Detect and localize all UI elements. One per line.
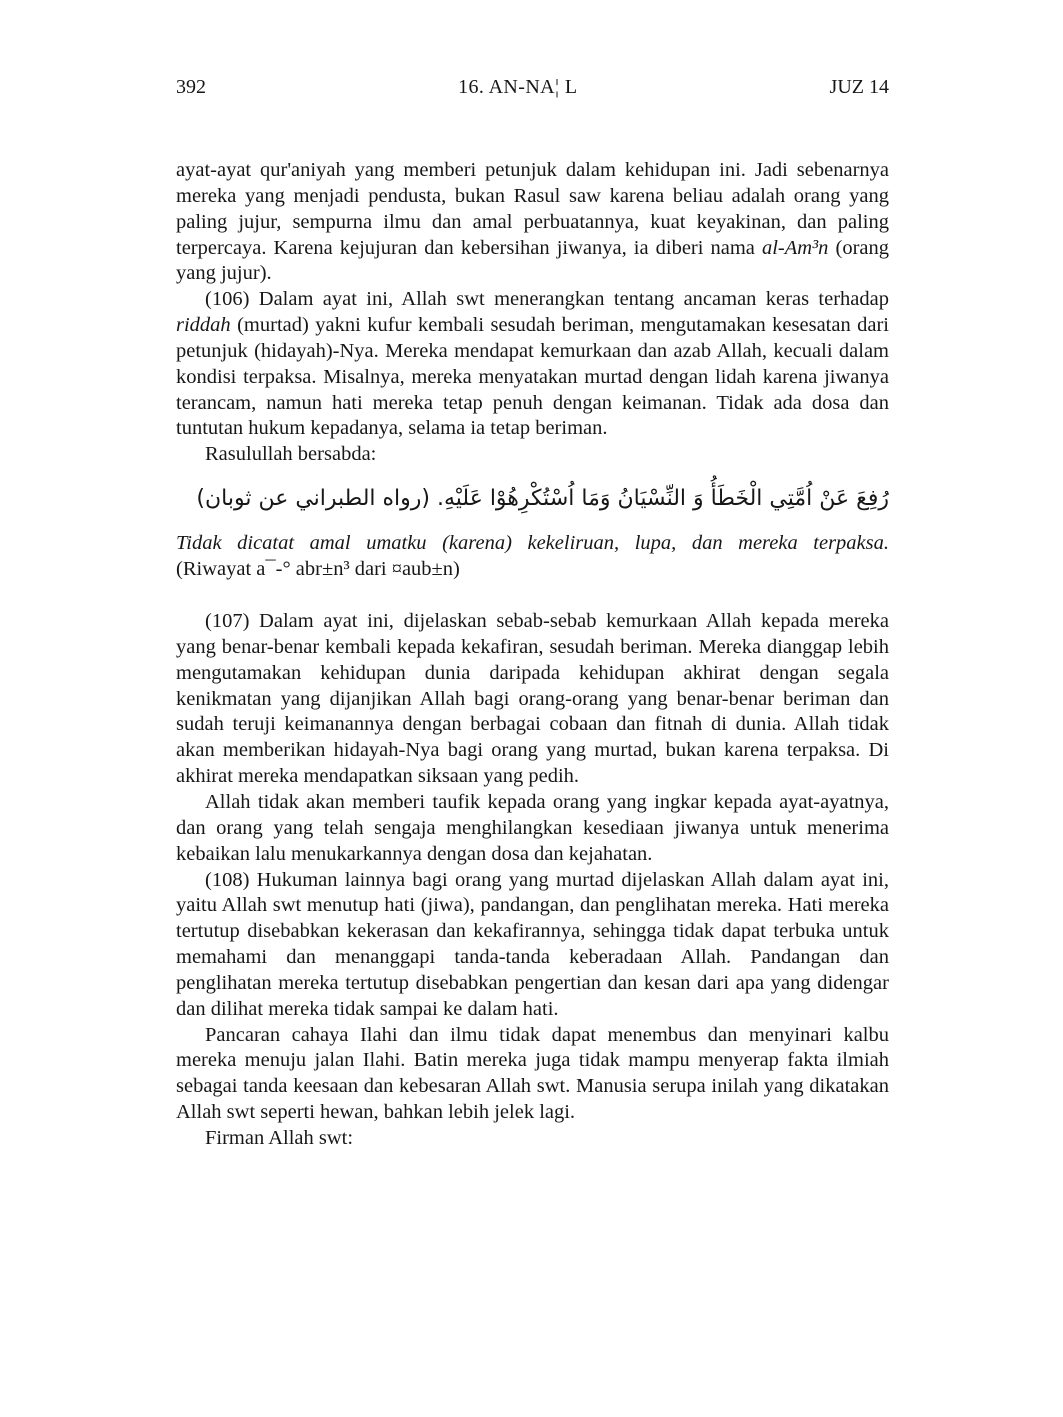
juz-label: JUZ 14 [829,76,889,98]
hadith-intro: Rasulullah bersabda: [205,443,377,466]
hadith-source: (Riwayat a¯-° abr±n³ dari ¤aub±n) [176,558,460,581]
paragraph-intro [176,158,889,287]
paragraph-firman: Firman Allah swt: [205,1126,354,1149]
page-number: 392 [176,76,206,98]
paragraph-106 [176,287,889,442]
paragraph-taufik: Allah tidak akan memberi taufik kepada orang yang ingkar kepada ayat-ayatnya, dan orang yang telah sengaja menghilangkan kesediaan jiwanya untuk menerima kebaikan lalu menukarkannya dengan dosa dan kejahatan. [176,791,889,865]
paragraph-text: (106) Dalam ayat ini, Allah swt menerangkan tentang ancaman keras terhadap [205,288,889,311]
paragraph-107: (107) Dalam ayat ini, dijelaskan sebab-sebab kemurkaan Allah kepada mereka yang benar-benar kembali kepada kekafiran, sesudah beriman. Mereka dianggap lebih mengutamakan kehidupan dunia daripada kehidupan akhirat dengan segala kenikmatan yang dijanjikan Allah bagi orang-orang yang benar-benar beriman dan sudah teruji keimanannya dengan berbagai cobaan dan fitnah di dunia. Allah tidak akan memberikan hidayah-Nya bagi orang yang murtad, bukan karena terpaksa. Di akhirat mereka mendapatkan siksaan yang pedih. [176,610,889,788]
paragraph-text: (murtad) yakni kufur kembali sesudah beriman, mengutamakan kesesatan dari petunjuk (hidayah)-Nya. Mereka mendapat kemurkaan dan azab Allah, kecuali dalam kondisi terpaksa. Misalnya, mereka menyatakan murtad dengan lidah karena jiwanya terancam, namun hati mereka tetap penuh dengan keimanan. Tidak ada dosa dan tuntutan hukum kepadanya, selama ia tetap beriman. [176,314,889,440]
hadith-arabic-text: رُفِعَ عَنْ اُمَّتِي الْخَطَأُ وَ النِّسْيَانُ وَمَا اُسْتُكْرِهُوْا عَلَيْهِ. (رواه الطبراني عن ثوبان) [196,486,889,512]
page-body [176,158,889,1152]
page-header [176,76,889,99]
paragraph-108: (108) Hukuman lainnya bagi orang yang murtad dijelaskan Allah dalam ayat ini, yaitu Allah swt menutup hati (jiwa), pandangan, dan penglihatan mereka. Hati mereka tertutup disebabkan kekerasan dan kekafirannya, sehingga tidak dapat terbuka untuk memahami dan menanggapi tanda-tanda keberadaan Allah. Pandangan dan penglihatan mereka tertutup disebabkan pengertian dan kesan dari apa yang didengar dan dilihat mereka tidak sampai ke dalam hati. [176,868,889,1020]
paragraph-text: ayat-ayat qur'aniyah yang memberi petunjuk dalam kehidupan ini. Jadi sebenarnya mereka yang menjadi pendusta, bukan Rasul saw karena beliau adalah orang yang paling jujur, sempurna ilmu dan amal perbuatannya, kuat keyakinan, dan paling terpercaya. Karena kejujuran dan kebersihan jiwanya, ia diberi nama [176,159,889,259]
term-al-amin: al-Am³n [761,236,829,259]
term-riddah: riddah [176,314,231,337]
surah-title: 16. AN-NA¦ L [458,76,578,98]
hadith-translation-text: Tidak dicatat amal umatku (karena) kekeliruan, lupa, dan mereka terpaksa. [176,532,889,555]
paragraph-text: (orang yang jujur). [176,236,889,285]
paragraph-pancaran: Pancaran cahaya Ilahi dan ilmu tidak dapat menembus dan menyinari kalbu mereka menuju jalan Ilahi. Batin mereka juga tidak mampu menyerap fakta ilmiah sebagai tanda keesaan dan kebesaran Allah swt. Manusia serupa inilah yang dikatakan Allah swt seperti hewan, bahkan lebih jelek lagi. [176,1023,889,1124]
hadith-translation [176,531,889,557]
